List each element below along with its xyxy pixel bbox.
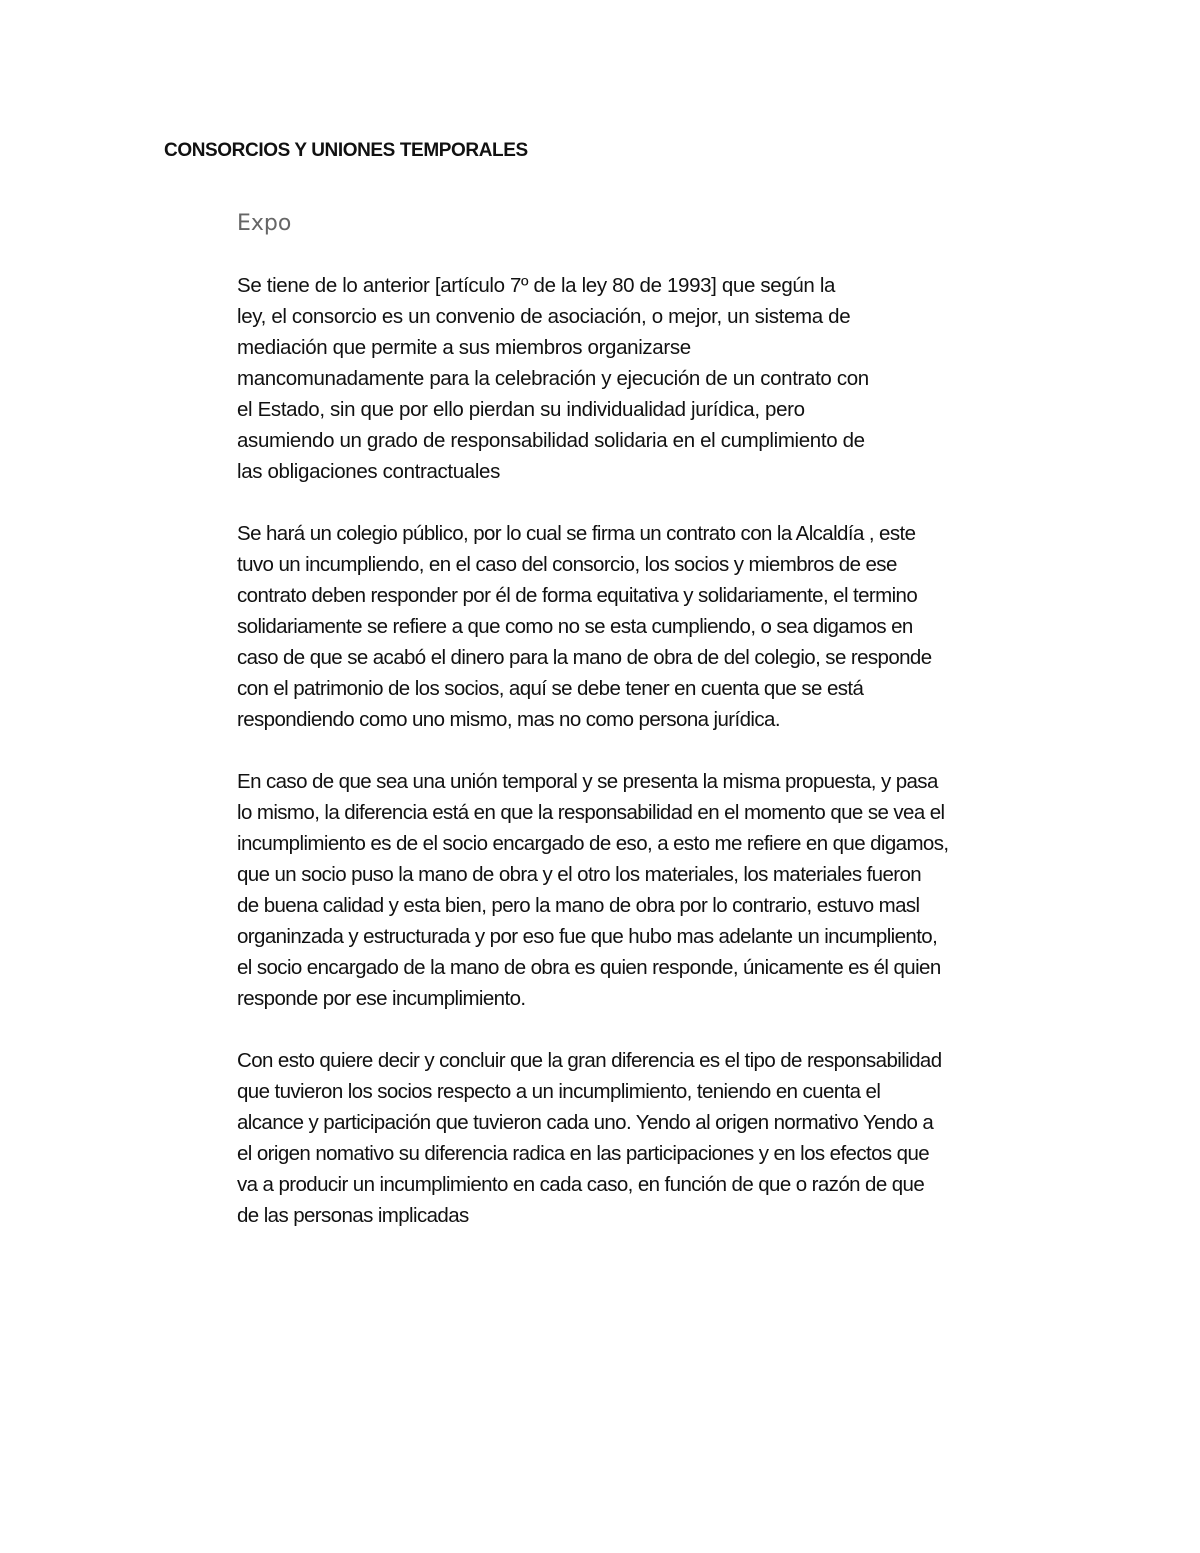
text-line: En caso de que sea una unión temporal y se presenta la misma propuesta, y pasa	[237, 770, 938, 793]
text-line: que tuvieron los socios respecto a un incumplimiento, teniendo en cuenta el	[237, 1080, 881, 1103]
text-line: lo mismo, la diferencia está en que la responsabilidad en el momento que se vea el	[237, 801, 945, 824]
text-line: mediación que permite a sus miembros organizarse	[237, 336, 691, 359]
text-line: solidariamente se refiere a que como no se esta cumpliendo, o sea digamos en	[237, 615, 913, 638]
text-line: el origen nomativo su diferencia radica en las participaciones y en los efectos que	[237, 1142, 930, 1165]
text-line: el Estado, sin que por ello pierdan su individualidad jurídica, pero	[237, 398, 805, 421]
text-line: va a producir un incumplimiento en cada caso, en función de que o razón de que	[237, 1173, 925, 1196]
text-line: ley, el consorcio es un convenio de asociación, o mejor, un sistema de	[237, 305, 851, 328]
text-line: de las personas implicadas	[237, 1204, 469, 1227]
document-title: CONSORCIOS Y UNIONES TEMPORALES	[164, 140, 528, 161]
text-line: tuvo un incumpliendo, en el caso del consorcio, los socios y miembros de ese	[237, 553, 897, 576]
text-line: las obligaciones contractuales	[237, 460, 500, 483]
text-line: mancomunadamente para la celebración y ejecución de un contrato con	[237, 367, 869, 390]
section-subheading: Expo	[237, 211, 292, 236]
text-line: que un socio puso la mano de obra y el otro los materiales, los materiales fueron	[237, 863, 922, 886]
text-line: Se tiene de lo anterior [artículo 7º de la ley 80 de 1993] que según la	[237, 274, 836, 297]
text-line: contrato deben responder por él de forma equitativa y solidariamente, el termino	[237, 584, 918, 607]
text-line: incumplimiento es de el socio encargado de eso, a esto me refiere en que digamos,	[237, 832, 949, 855]
text-line: organinzada y estructurada y por eso fue que hubo mas adelante un incumpliento,	[237, 925, 938, 948]
text-line: con el patrimonio de los socios, aquí se debe tener en cuenta que se está	[237, 677, 864, 700]
text-line: alcance y participación que tuvieron cada uno. Yendo al origen normativo Yendo a	[237, 1111, 934, 1134]
text-line: respondiendo como uno mismo, mas no como persona jurídica.	[237, 708, 780, 731]
text-line: asumiendo un grado de responsabilidad solidaria en el cumplimiento de	[237, 429, 865, 452]
text-line: responde por ese incumplimiento.	[237, 987, 526, 1010]
text-line: Con esto quiere decir y concluir que la gran diferencia es el tipo de responsabilidad	[237, 1049, 942, 1072]
text-line: caso de que se acabó el dinero para la mano de obra de del colegio, se responde	[237, 646, 932, 669]
text-line: de buena calidad y esta bien, pero la mano de obra por lo contrario, estuvo masl	[237, 894, 920, 917]
text-line: el socio encargado de la mano de obra es quien responde, únicamente es él quien	[237, 956, 941, 979]
text-line: Se hará un colegio público, por lo cual se firma un contrato con la Alcaldía , este	[237, 522, 916, 545]
